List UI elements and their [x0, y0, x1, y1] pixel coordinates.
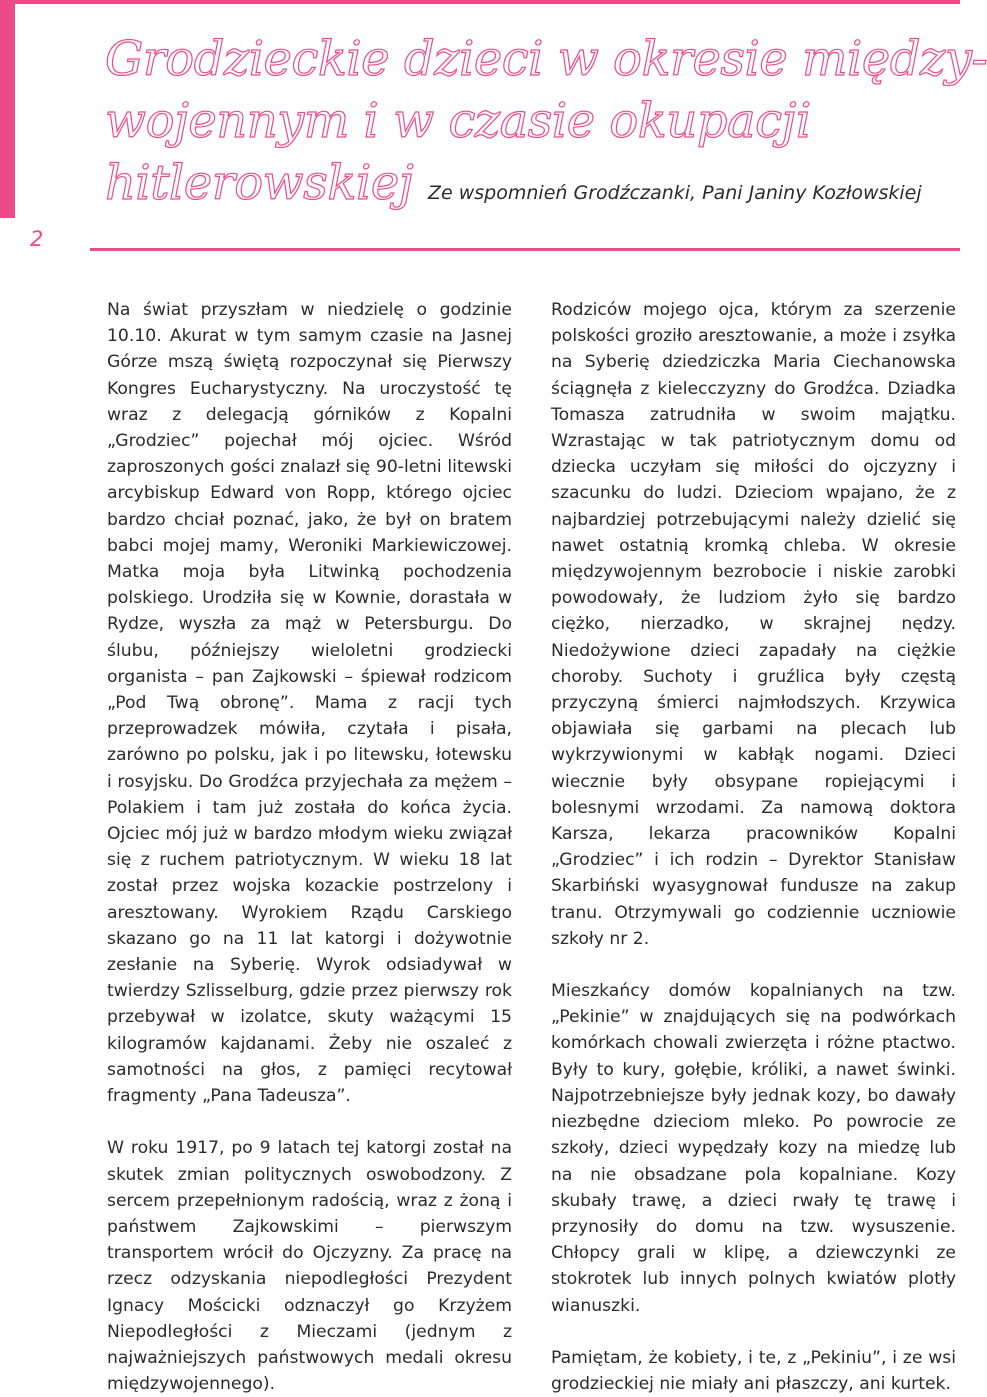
- header-divider: [90, 248, 960, 251]
- paragraph: Mieszkańcy domów kopalnianych na tzw. „Pekinie” w znajdujących się na podwórkach komórkach chowali zwierzęta i różne ptactwo. Były to kury, gołębie, króliki, a nawet świnki. Najpotrzebniejsze były jednak kozy, bo dawały niezbędne dzieciom mleko. Po powrocie ze szkoły, dzieci wypędzały kozy na miedzę lub na nie obsadzane pola kopalniane. Kozy skubały trawę, a dzieci rwały tę trawę i przynosiły do domu na tzw. wysuszenie. Chłopcy grali w klipę, a dziewczynki ze stokrotek lub innych polnych kwiatów plotły wianuszki.: [551, 981, 956, 1316]
- page-number: 2: [30, 227, 44, 251]
- paragraph: W roku 1917, po 9 latach tej katorgi został na skutek zmian politycznych oswobodzony. Z sercem przepełnionym radością, wraz z żoną i państwem Zajkowskimi – pierwszym transportem wrócił do Ojczyzny. Za pracę na rzecz odzyskania niepodległości Prezydent Ignacy Mościcki odznaczył go Krzyżem Niepodległości z Mieczami (jednym z najważniejszych państwowych medali okresu międzywojennego).: [107, 1138, 512, 1395]
- paragraph: Rodziców mojego ojca, którym za szerzenie polskości groziło aresztowanie, a może i zsyłka na Syberię dziedziczka Maria Ciechanowska ściągnęła z kielecczyzny do Grodźca. Dziadka Tomasza zatrudniła w swoim majątku. Wzrastając w tak patriotycznym domu od dziecka uczyłam się miłości do ojczyzny i szacunku do ludzi. Dzieciom wpajano, że z najbardziej potrzebującymi należy dzielić się nawet ostatnią kromką chleba. W okresie międzywojennym bezrobocie i niskie zarobki powodowały, że ludziom żyło się bardzo ciężko, nierzadko, w skrajnej nędzy. Niedożywione dzieci zapadały na ciężkie choroby. Suchoty i gruźlica były częstą przyczyną śmierci najmłodszych. Krzywica objawiała się garbami na plecach lub wykrzywionymi w kabłąk nogami. Dzieci wiecznie były obsypane ropiejącymi i bolesnymi wrzodami. Za namową doktora Karsza, lekarza pracowników Kopalni „Grodziec” i ich rodzin – Dyrektor Stanisław Skarbiński wyasygnował fundusze na zakup tranu. Otrzymywali go codziennie uczniowie szkoły nr 2.: [551, 300, 956, 949]
- paragraph: Na świat przyszłam w niedzielę o godzinie 10.10. Akurat w tym samym czasie na Jasnej Górze mszą świętą rozpoczynał się Pierwszy Kongres Eucharystyczny. Na uroczystość tę wraz z delegacją górników z Kopalni „Grodziec” pojechał mój ojciec. Wśród zaproszonych gości znalazł się 90-letni litewski arcybiskup Edward von Ropp, którego ojciec bardzo chciał poznać, jako, że był on bratem babci mojej mamy, Weroniki Markiewiczowej. Matka moja była Litwinką pochodzenia polskiego. Urodziła się w Kownie, dorastała w Rydze, wyszła za mąż w Petersburgu. Do ślubu, późniejszy wieloletni grodziecki organista – pan Zajkowski – śpiewał rodzicom „Pod Twą obronę”. Mama z racji tych przeprowadzek mówiła, czytała i pisała, zarówno po polsku, jak i po litewsku, łotewsku i rosyjsku. Do Grodźca przyjechała za mężem – Polakiem i tam już została do końca życia. Ojciec mój już w bardzo młodym wieku związał się z ruchem patriotycznym. W wieku 18 lat został przez wojska kozackie postrzelony i aresztowany. Wyrokiem Rządu Carskiego skazano go na 11 lat katorgi i dożywotnie zesłanie na Syberię. Wyrok odsiadywał w twierdzy Szlisselburg, gdzie przez pierwszy rok przebywał w izolatce, skuty ważącymi 15 kilogramów kajdanami. Żeby nie oszaleć z samotności na głos, z pamięci recytował fragmenty „Pana Tadeusza”.: [107, 300, 512, 1107]
- paragraph: Pamiętam, że kobiety, i te, z „Pekiniu”, i ze wsi grodzieckiej nie miały ani płaszczy, ani kurtek.: [551, 1347, 956, 1394]
- article-subtitle: Ze wspomnień Grodźczanki, Pani Janiny Kozłowskiej: [428, 182, 922, 204]
- title-line-3: hitlerowskiej: [105, 155, 414, 211]
- left-column: [107, 297, 512, 1395]
- title-line-2: wojennym i w czasie okupacji: [105, 93, 811, 149]
- title-line-1: Grodzieckie dzieci w okresie między-: [105, 31, 987, 87]
- top-accent-rule: [0, 0, 960, 4]
- right-column: [551, 297, 956, 1394]
- side-accent-bar: [0, 0, 15, 218]
